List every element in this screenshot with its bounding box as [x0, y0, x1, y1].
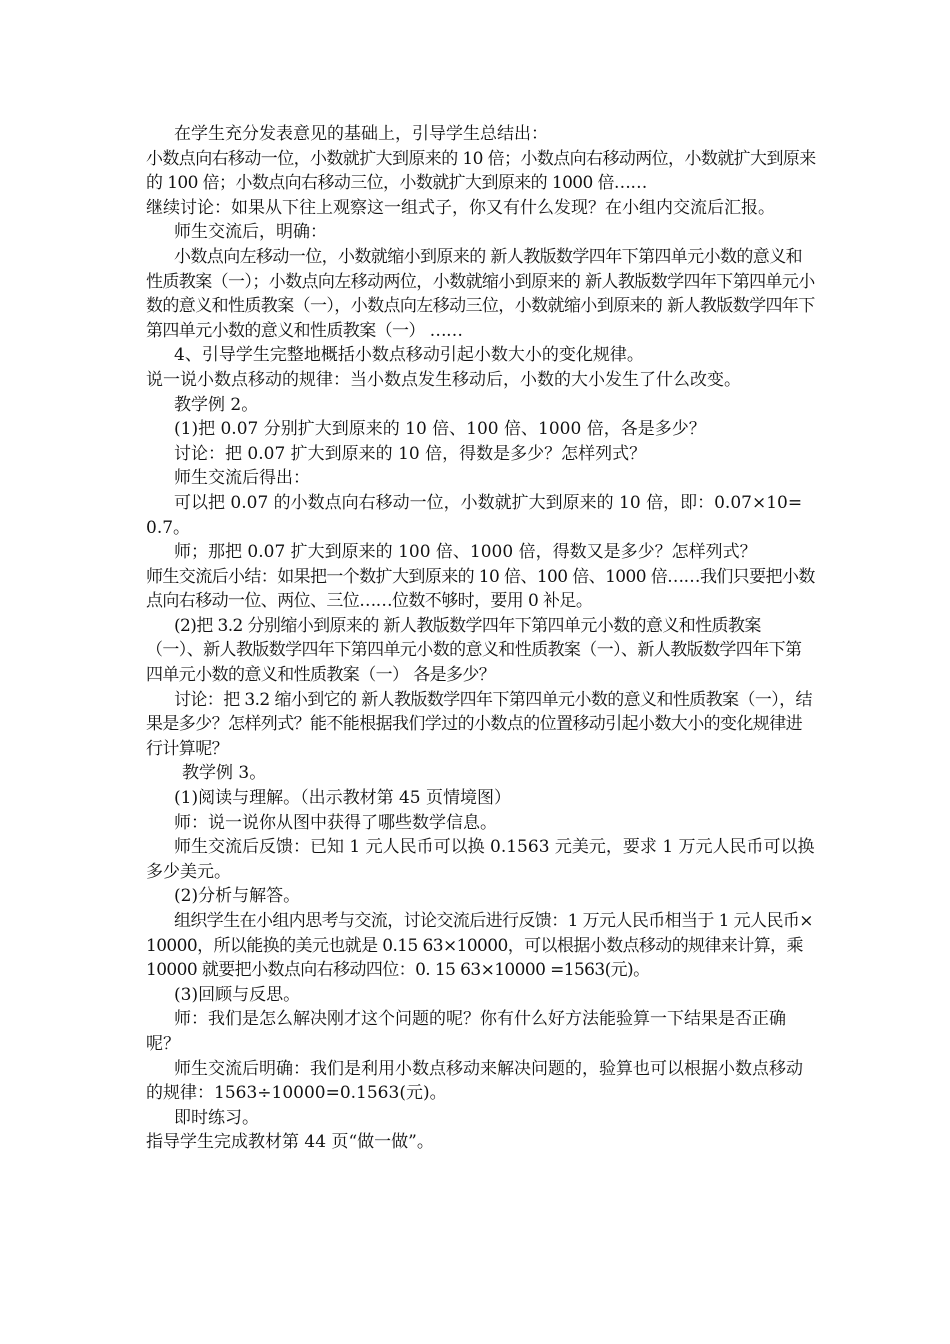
paragraph: 组织学生在小组内思考与交流，讨论交流后进行反馈：1 万元人民币相当于 1 元人民币×10000，所以能换的美元也就是 0.15 63×10000，可以根据小数点移动的规律来计算，乘 10000 就要把小数点向右移动四位：0. 15 63×10000 =1563(元)。	[146, 911, 813, 981]
paragraph: 小数点向右移动一位，小数就扩大到原来的 10 倍；小数点向右移动两位，小数就扩大到原来的 100 倍；小数点向右移动三位，小数就扩大到原来的 1000 倍……	[146, 148, 816, 194]
paragraph: 小数点向左移动一位，小数就缩小到原来的 新人教版数学四年下第四单元小数的意义和性质教案（一）；小数点向左移动两位，小数就缩小到原来的 新人教版数学四年下第四单元小数的意义和性质教案（一），小数点向左移动三位，小数就缩小到原来的 新人教版数学四年下第四单元小数的意义和性质教案（一） ……	[146, 246, 815, 341]
paragraph: 可以把 0.07 的小数点向右移动一位，小数就扩大到原来的 10 倍，即：0.07×10=0.7。	[146, 492, 803, 538]
paragraph: (1)把 0.07 分别扩大到原来的 10 倍、100 倍、1000 倍，各是多少？	[174, 419, 706, 440]
paragraph: 师生交流后明确：我们是利用小数点移动来解决问题的，验算也可以根据小数点移动的规律：1563÷10000=0.1563(元)。	[146, 1058, 803, 1104]
paragraph: 师生交流后反馈：已知 1 元人民币可以换 0.1563 元美元，要求 1 万元人民币可以换多少美元。	[146, 837, 815, 882]
paragraph: 师生交流后，明确：	[174, 222, 327, 243]
paragraph: 说一说小数点移动的规律：当小数点发生移动后，小数的大小发生了什么改变。	[146, 369, 741, 390]
paragraph: 师；那把 0.07 扩大到原来的 100 倍、1000 倍，得数又是多少？怎样列式？	[174, 542, 757, 563]
paragraph: (3)回顾与反思。	[174, 984, 301, 1005]
paragraph: 师生交流后得出：	[174, 468, 310, 489]
paragraph: 讨论：把 3.2 缩小到它的 新人教版数学四年下第四单元小数的意义和性质教案（一），结果是多少？怎样列式？能不能根据我们学过的小数点的位置移动引起小数大小的变化规律进行计算呢？	[146, 689, 812, 759]
paragraph: 4、引导学生完整地概括小数点移动引起小数大小的变化规律。	[174, 345, 644, 366]
paragraph: 在学生充分发表意见的基础上，引导学生总结出：	[174, 124, 548, 144]
paragraph: 师生交流后小结：如果把一个数扩大到原来的 10 倍、100 倍、1000 倍……我们只要把小数点向右移动一位、两位、三位……位数不够时，要用 0 补足。	[146, 566, 815, 612]
paragraph: 讨论：把 0.07 扩大到原来的 10 倍，得数是多少？怎样列式？	[174, 443, 647, 464]
paragraph: 师：说一说你从图中获得了哪些数学信息。	[174, 812, 497, 833]
paragraph: (2)分析与解答。	[174, 886, 301, 907]
paragraph: (1)阅读与理解。（出示教材第 45 页情境图）	[174, 788, 512, 809]
paragraph: 即时练习。	[174, 1107, 259, 1128]
paragraph: 教学例 2。	[174, 394, 259, 415]
paragraph: 教学例 3。	[182, 763, 267, 784]
paragraph: 指导学生完成教材第 44 页“做一做”。	[146, 1132, 434, 1153]
paragraph: 继续讨论：如果从下往上观察这一组式子，你又有什么发现？在小组内交流后汇报。	[146, 197, 775, 218]
paragraph: (2)把 3.2 分别缩小到原来的 新人教版数学四年下第四单元小数的意义和性质教案（一）、新人教版数学四年下第四单元小数的意义和性质教案（一）、新人教版数学四年下第四单元小数的意义和性质教案（一） 各是多少？	[146, 615, 802, 686]
paragraph: 师：我们是怎么解决刚才这个问题的呢？你有什么好方法能验算一下结果是否正确呢？	[146, 1009, 786, 1054]
document-body	[146, 122, 816, 1155]
